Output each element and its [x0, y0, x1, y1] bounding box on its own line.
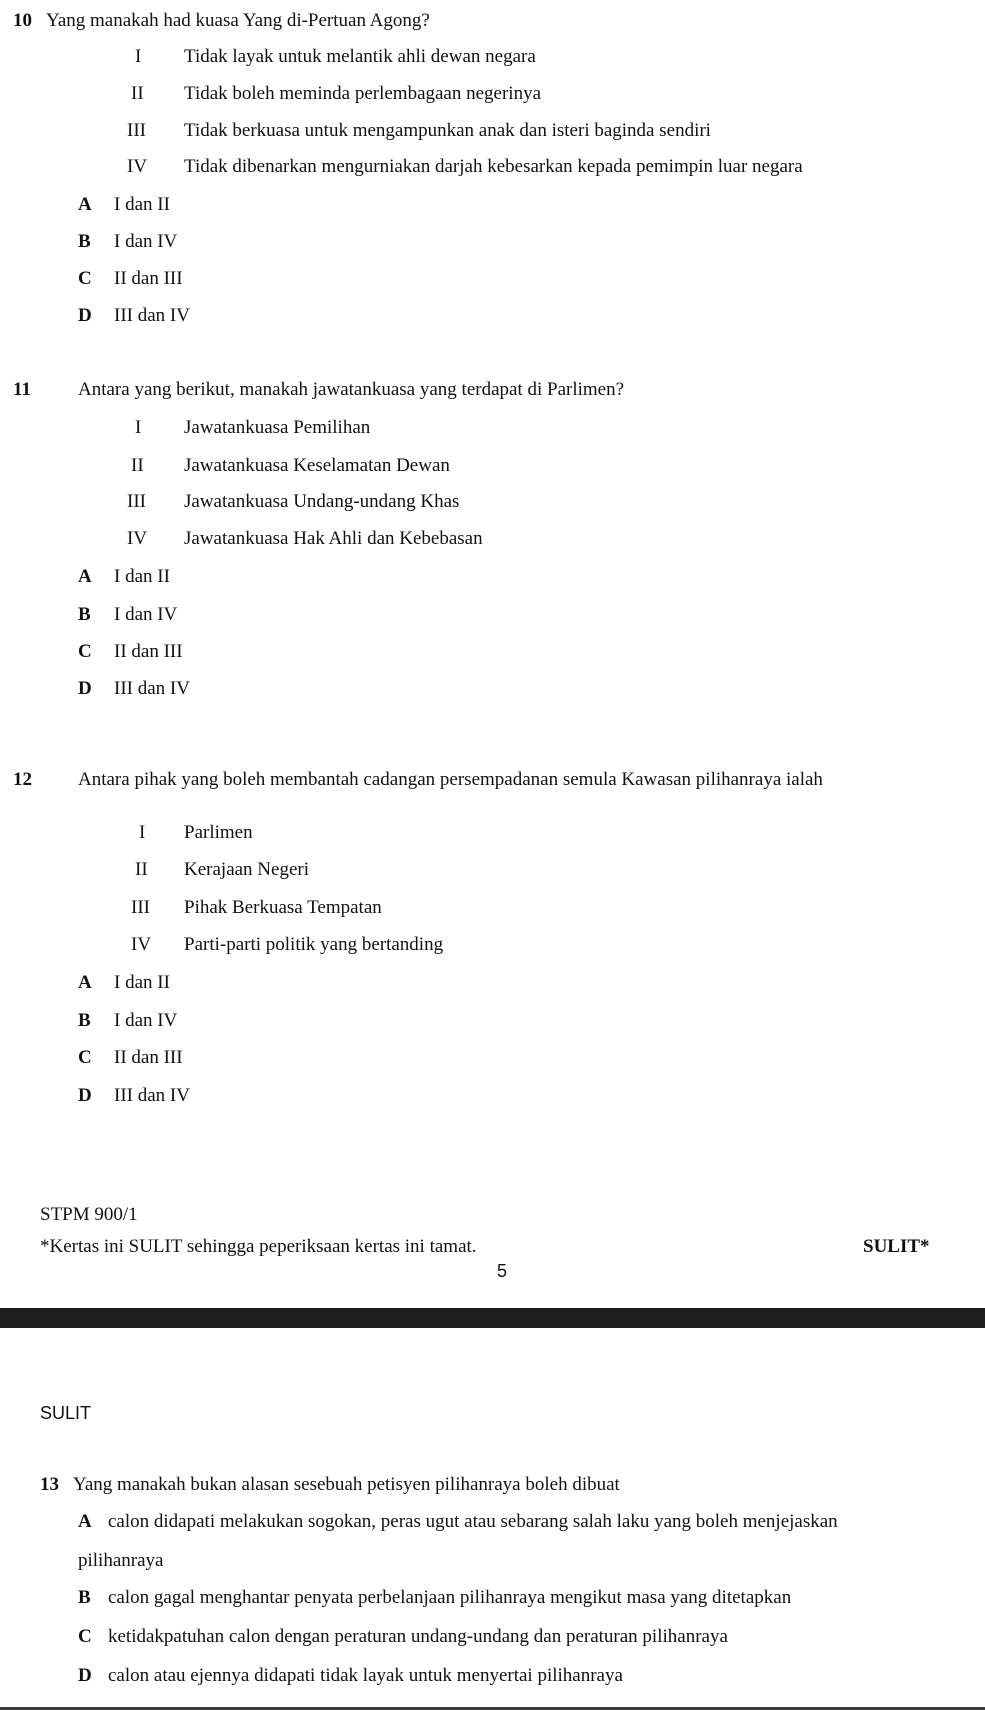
- statement-roman: III: [127, 120, 146, 141]
- option-letter: C: [78, 1047, 92, 1068]
- question-number: 13: [40, 1474, 59, 1495]
- option-text: calon atau ejennya didapati tidak layak untuk menyertai pilihanraya: [108, 1665, 623, 1686]
- statement-text: Parti-parti politik yang bertanding: [184, 934, 444, 955]
- sulit-label: SULIT*: [863, 1236, 930, 1257]
- option-letter: A: [78, 566, 92, 587]
- option-letter: D: [78, 1085, 92, 1106]
- option-text: I dan II: [114, 972, 170, 993]
- statement-roman: I: [135, 46, 142, 67]
- statement-roman: III: [131, 897, 150, 918]
- option-text: II dan III: [114, 641, 183, 662]
- option-letter: D: [78, 678, 92, 699]
- option-text: III dan IV: [114, 1085, 190, 1106]
- statement-text: Tidak layak untuk melantik ahli dewan negara: [184, 46, 536, 67]
- option-text: calon gagal menghantar penyata perbelanjaan pilihanraya mengikut masa yang ditetapkan: [108, 1587, 792, 1608]
- statement-text: Kerajaan Negeri: [184, 859, 310, 880]
- option-text: calon didapati melakukan sogokan, peras ugut atau sebarang salah laku yang boleh menjejaskan: [108, 1511, 838, 1532]
- option-letter: A: [78, 972, 92, 993]
- question-number: 12: [13, 769, 32, 790]
- option-text: I dan II: [114, 566, 170, 587]
- statement-roman: II: [131, 455, 144, 476]
- page-divider: [0, 1308, 985, 1328]
- option-text: II dan III: [114, 1047, 183, 1068]
- paper-code: STPM 900/1: [40, 1204, 138, 1225]
- statement-roman: II: [135, 859, 148, 880]
- statement-text: Tidak boleh meminda perlembagaan negerinya: [184, 83, 542, 104]
- statement-text: Jawatankuasa Undang-undang Khas: [184, 491, 460, 512]
- option-text: I dan IV: [114, 604, 178, 625]
- question-number: 10: [13, 10, 32, 31]
- option-letter: B: [78, 1010, 91, 1031]
- option-letter: D: [78, 305, 92, 326]
- page-header-sulit: SULIT: [40, 1403, 92, 1423]
- option-letter: B: [78, 231, 91, 252]
- option-letter: D: [78, 1665, 92, 1686]
- question-text: Yang manakah bukan alasan sesebuah petisyen pilihanraya boleh dibuat: [73, 1474, 620, 1495]
- statement-text: Jawatankuasa Keselamatan Dewan: [184, 455, 450, 476]
- page-number: 5: [497, 1261, 508, 1281]
- statement-text: Parlimen: [184, 822, 253, 843]
- option-text: III dan IV: [114, 678, 190, 699]
- statement-text: Pihak Berkuasa Tempatan: [184, 897, 382, 918]
- option-letter: A: [78, 1511, 92, 1532]
- option-text: I dan II: [114, 194, 170, 215]
- statement-roman: IV: [127, 156, 148, 177]
- statement-roman: IV: [127, 528, 148, 549]
- option-letter: C: [78, 268, 92, 289]
- option-text: III dan IV: [114, 305, 190, 326]
- question-text: Antara yang berikut, manakah jawatankuasa yang terdapat di Parlimen?: [78, 379, 625, 400]
- statement-roman: III: [127, 491, 146, 512]
- option-letter: B: [78, 1587, 91, 1608]
- statement-roman: II: [131, 83, 144, 104]
- option-text: I dan IV: [114, 1010, 178, 1031]
- option-text: ketidakpatuhan calon dengan peraturan undang-undang dan peraturan pilihanraya: [108, 1626, 728, 1647]
- statement-text: Jawatankuasa Pemilihan: [184, 417, 371, 438]
- statement-text: Tidak berkuasa untuk mengampunkan anak dan isteri baginda sendiri: [184, 120, 711, 141]
- question-text: Yang manakah had kuasa Yang di-Pertuan Agong?: [46, 10, 430, 31]
- statement-roman: IV: [131, 934, 152, 955]
- statement-text: Jawatankuasa Hak Ahli dan Kebebasan: [184, 528, 483, 549]
- question-text: Antara pihak yang boleh membantah cadangan persempadanan semula Kawasan pilihanraya ialah: [78, 769, 823, 790]
- question-number: 11: [13, 379, 31, 400]
- option-letter: C: [78, 641, 92, 662]
- option-letter: A: [78, 194, 92, 215]
- option-letter: C: [78, 1626, 92, 1647]
- option-text: I dan IV: [114, 231, 178, 252]
- statement-roman: I: [135, 417, 142, 438]
- statement-text: Tidak dibenarkan mengurniakan darjah kebesarkan kepada pemimpin luar negara: [184, 156, 803, 177]
- option-text-continued: pilihanraya: [78, 1550, 164, 1571]
- option-text: II dan III: [114, 268, 183, 289]
- statement-roman: I: [139, 822, 146, 843]
- confidential-notice: *Kertas ini SULIT sehingga peperiksaan kertas ini tamat.: [40, 1236, 477, 1257]
- option-letter: B: [78, 604, 91, 625]
